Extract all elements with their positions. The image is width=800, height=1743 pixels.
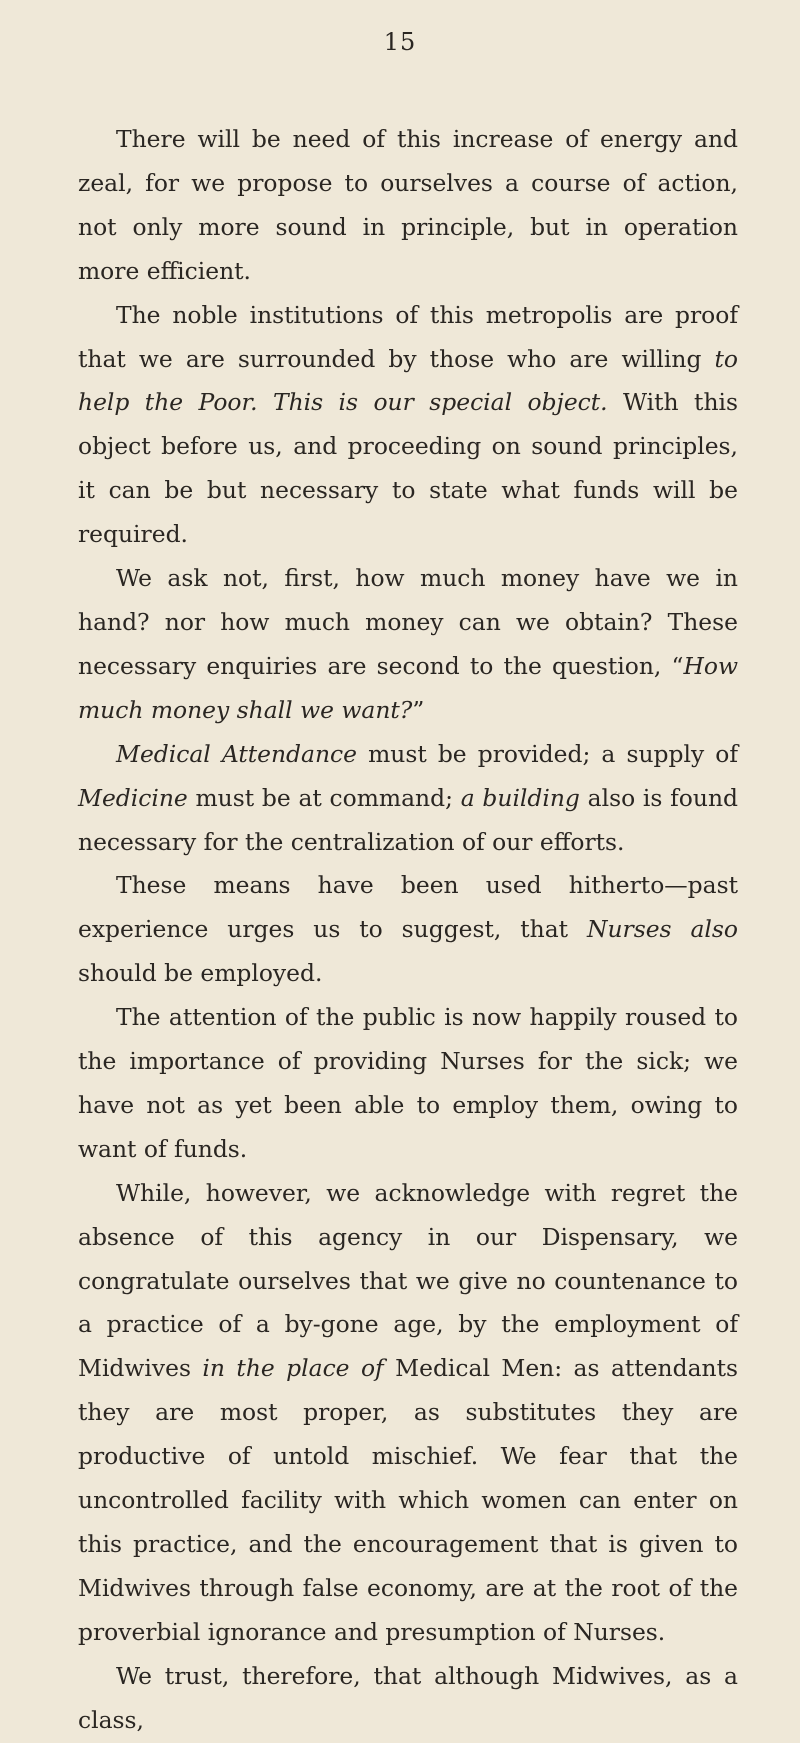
paragraph-4-emphasis-a: Medical Attendance [116, 739, 357, 768]
paragraph-5-text-a: These means have been used hitherto—past experience urges us to suggest, that [78, 871, 738, 944]
paragraph-7-text-a: While, however, we acknowledge with regret the absence of this agency in our Dispensary, we congratulate ourselves that we give no countenance to a practice of a by-gone age, by the employment of Midwives [78, 1178, 738, 1383]
paragraph-7-emphasis: in the place of [202, 1354, 384, 1383]
paragraph-3-text-a: We ask not, first, how much money have we in hand? nor how much money can we obtain? These necessary enquiries are second to the question, “ [78, 564, 738, 680]
paragraph-2 [78, 294, 738, 557]
paragraph-7 [78, 1172, 738, 1655]
text-body [78, 118, 738, 1743]
paragraph-4-emphasis-c: a building [460, 783, 580, 812]
paragraph-6 [78, 996, 738, 1172]
page-number: 15 [383, 28, 417, 56]
paragraph-4-text-b: must be at command; [187, 783, 461, 812]
paragraph-6-text: The attention of the public is now happily roused to the importance of providing Nurses for the sick; we have not as yet been able to employ them, owing to want of funds. [78, 1003, 738, 1163]
paragraph-4-emphasis-b: Medicine [78, 783, 188, 812]
paragraph-8 [78, 1655, 738, 1743]
paragraph-7-text-b: Medical Men: as attendants they are most proper, as substitutes they are productive of untold mischief. We fear that the uncontrolled facility with which women can enter on this practice, and the encouragement that is given to Midwives through false economy, are at the root of the proverbial ignorance and presumption of Nurses. [78, 1354, 738, 1646]
paragraph-5-text-b: should be employed. [78, 959, 323, 988]
paragraph-2-text-a: The noble institutions of this metropolis are proof that we are surrounded by those who are willing [78, 300, 738, 373]
paragraph-1-text: There will be need of this increase of energy and zeal, for we propose to ourselves a course of action, not only more sound in principle, but in operation more efficient. [78, 125, 738, 285]
paragraph-5-emphasis: Nurses also [587, 915, 738, 944]
paragraph-3-emphasis: How much money shall we want? [78, 651, 738, 724]
paragraph-2-emphasis: to help the Poor. This is our special object. [78, 344, 738, 417]
paragraph-3-text-b: ” [412, 695, 425, 724]
paragraph-1 [78, 118, 738, 294]
paragraph-4-text-c: also is found necessary for the centralization of our efforts. [78, 783, 738, 856]
paragraph-2-text-b: With this object before us, and proceeding on sound principles, it can be but necessary to state what funds will be required. [78, 388, 738, 549]
paragraph-3 [78, 557, 738, 733]
paragraph-8-text: We trust, therefore, that although Midwives, as a class, [78, 1661, 738, 1734]
paragraph-4-text-a: must be provided; a supply of [356, 739, 738, 768]
paragraph-5 [78, 864, 738, 996]
paragraph-4 [78, 733, 738, 865]
